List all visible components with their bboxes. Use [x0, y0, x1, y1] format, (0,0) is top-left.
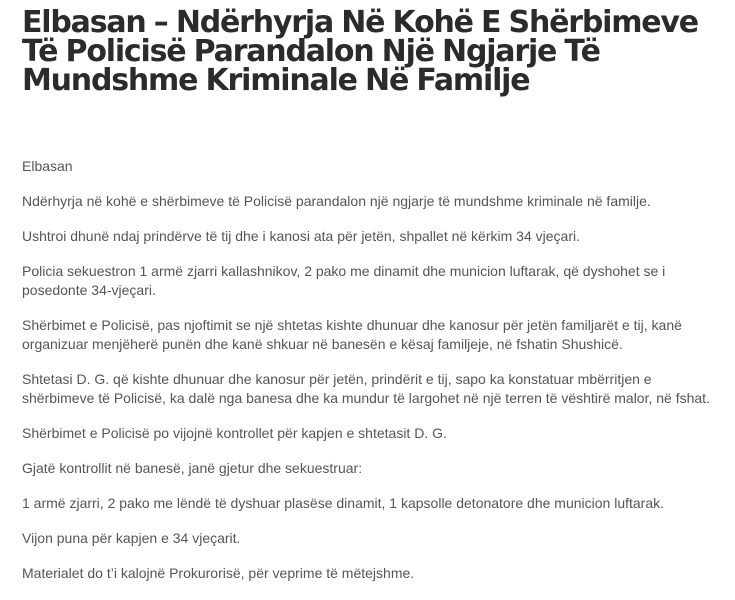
article-paragraph: Materialet do t’i kalojnë Prokurorisë, për veprime të mëtejshme. [22, 565, 415, 581]
article-title: Elbasan – Ndërhyrja Në Kohë E Shërbimeve Të Policisë Parandalon Një Ngjarje Të Mundshme Kriminale Në Familje [22, 5, 698, 98]
article-paragraph: Shtetasi D. G. që kishte dhunuar dhe kanosur për jetën, prindërit e tij, sapo ka konstatuar mbërritjen e shërbimeve të Policisë, ka dalë nga banesa dhe ka mundur të largohet në një terren të vështirë malor, në fshat. [22, 371, 710, 406]
article-paragraph: 1 armë zjarri, 2 pako me lëndë të dyshuar plasëse dinamit, 1 kapsolle detonatore dhe municion luftarak. [22, 495, 665, 511]
article-paragraph: Shërbimet e Policisë po vijojnë kontrollet për kapjen e shtetasit D. G. [22, 425, 447, 441]
article-body [22, 157, 727, 583]
article-paragraph: Ndërhyrja në kohë e shërbimeve të Policisë parandalon një ngjarje të mundshme kriminale në familje. [22, 193, 651, 209]
article-paragraph: Elbasan [22, 158, 73, 174]
article [22, 5, 727, 599]
article-paragraph: Gjatë kontrollit në banesë, janë gjetur dhe sekuestruar: [22, 460, 363, 476]
article-paragraph: Policia sekuestron 1 armë zjarri kallashnikov, 2 pako me dinamit dhe municion luftarak, që dyshohet se i posedonte 34-vjeçari. [22, 263, 666, 298]
article-paragraph: Vijon puna për kapjen e 34 vjeçarit. [22, 530, 241, 546]
article-paragraph: Ushtroi dhunë ndaj prindërve të tij dhe i kanosi ata për jetën, shpallet në kërkim 34 vjeçari. [22, 228, 580, 244]
article-paragraph: Shërbimet e Policisë, pas njoftimit se një shtetas kishte dhunuar dhe kanosur për jetën familjarët e tij, kanë organizuar menjëherë punën dhe kanë shkuar në banesën e kësaj familjeje, në fshatin Shushicë. [22, 317, 682, 352]
